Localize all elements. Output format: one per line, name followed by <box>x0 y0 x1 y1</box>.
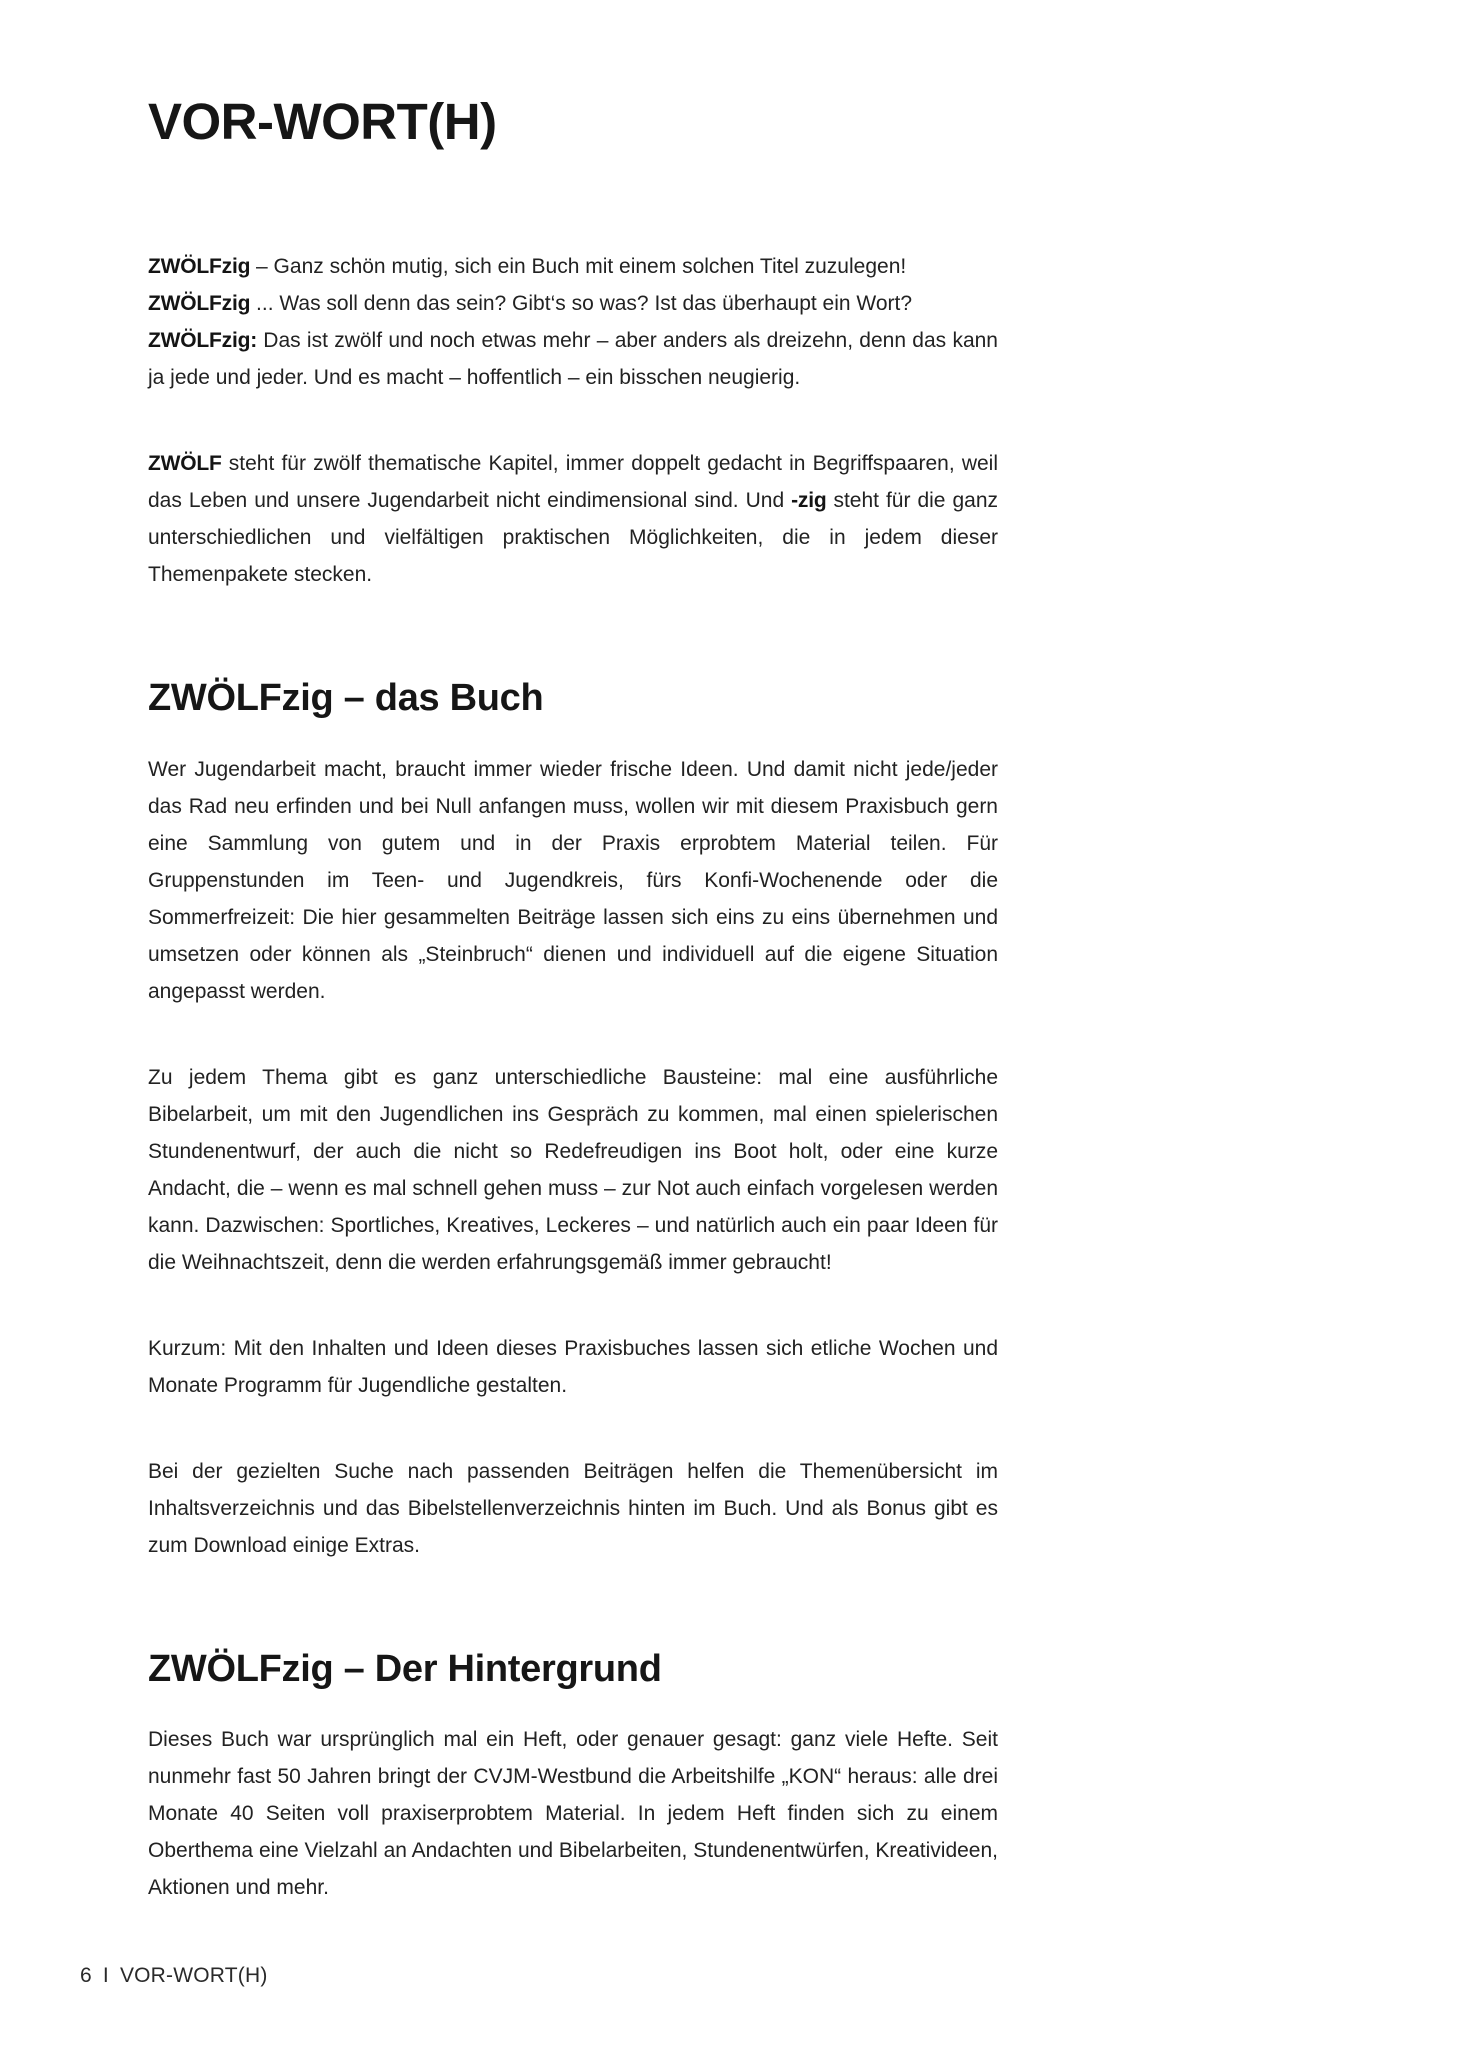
page-title: VOR-WORT(H) <box>148 93 497 150</box>
section1-paragraph-4: Bei der gezielten Suche nach passenden Beiträgen helfen die Themenübersicht im Inhaltsverzeichnis und das Bibelstellenverzeichnis hinten im Buch. Und als Bonus gibt es zum Download einige Extras. <box>148 1459 998 1557</box>
footer-separator: I <box>102 1964 109 1987</box>
section-heading-das-buch: ZWÖLFzig – das Buch <box>148 677 544 720</box>
page-footer <box>80 1964 268 1988</box>
page-number: 6 <box>80 1964 92 1987</box>
footer-section-label: VOR-WORT(H) <box>119 1964 268 1987</box>
intro-paragraph-1: ZWÖLFzig – Ganz schön mutig, sich ein Buch mit einem solchen Titel zuzulegen! ZWÖLFzig ... Was soll denn das sein? Gibt‘s so was? Ist das überhaupt ein Wort? ZWÖLFzig: Das ist zwölf und noch etwas mehr – aber anders als dreizehn, denn das kann ja jede und jeder. Und es macht – hoffentlich – ein bisschen neugierig. <box>148 255 998 390</box>
section2-paragraph-1: Dieses Buch war ursprünglich mal ein Heft, oder genauer gesagt: ganz viele Hefte. Seit nunmehr fast 50 Jahren bringt der CVJM-Westbund die Arbeitshilfe „KON“ heraus: alle drei Monate 40 Seiten voll praxiserprobtem Material. In jedem Heft finden sich zu einem Oberthema eine Vielzahl an Andachten und Bibelarbeiten, Stundenentwürfen, Kreativideen, Aktionen und mehr. <box>148 1728 998 1900</box>
intro-paragraph-2: ZWÖLF steht für zwölf thematische Kapitel, immer doppelt gedacht in Begriffspaaren, weil das Leben und unsere Jugendarbeit nicht eindimensional sind. Und -zig steht für die ganz unterschiedlichen und vielfältigen praktischen Möglichkeiten, die in jedem dieser Themenpakete stecken. <box>148 452 998 587</box>
page-content <box>148 0 998 1955</box>
section1-paragraph-3: Kurzum: Mit den Inhalten und Ideen dieses Praxisbuches lassen sich etliche Wochen und Monate Programm für Jugendliche gestalten. <box>148 1336 998 1397</box>
section1-paragraph-1: Wer Jugendarbeit macht, braucht immer wieder frische Ideen. Und damit nicht jede/jeder das Rad neu erfinden und bei Null anfangen muss, wollen wir mit diesem Praxisbuch gern eine Sammlung von gutem und in der Praxis erprobtem Material teilen. Für Gruppenstunden im Teen- und Jugendkreis, fürs Konfi-Wochenende oder die Sommerfreizeit: Die hier gesammelten Beiträge lassen sich eins zu eins übernehmen und umsetzen oder können als „Steinbruch“ dienen und individuell auf die eigene Situation angepasst werden. <box>148 757 998 1003</box>
section-heading-der-hintergrund: ZWÖLFzig – Der Hintergrund <box>148 1647 662 1690</box>
section1-paragraph-2: Zu jedem Thema gibt es ganz unterschiedliche Bausteine: mal eine ausführliche Bibelarbeit, um mit den Jugendlichen ins Gespräch zu kommen, mal einen spielerischen Stundenentwurf, der auch die nicht so Redefreudigen ins Boot holt, oder eine kurze Andacht, die – wenn es mal schnell gehen muss – zur Not auch einfach vorgelesen werden kann. Dazwischen: Sportliches, Kreatives, Leckeres – und natürlich auch ein paar Ideen für die Weihnachtszeit, denn die werden erfahrungsgemäß immer gebraucht! <box>148 1065 998 1274</box>
